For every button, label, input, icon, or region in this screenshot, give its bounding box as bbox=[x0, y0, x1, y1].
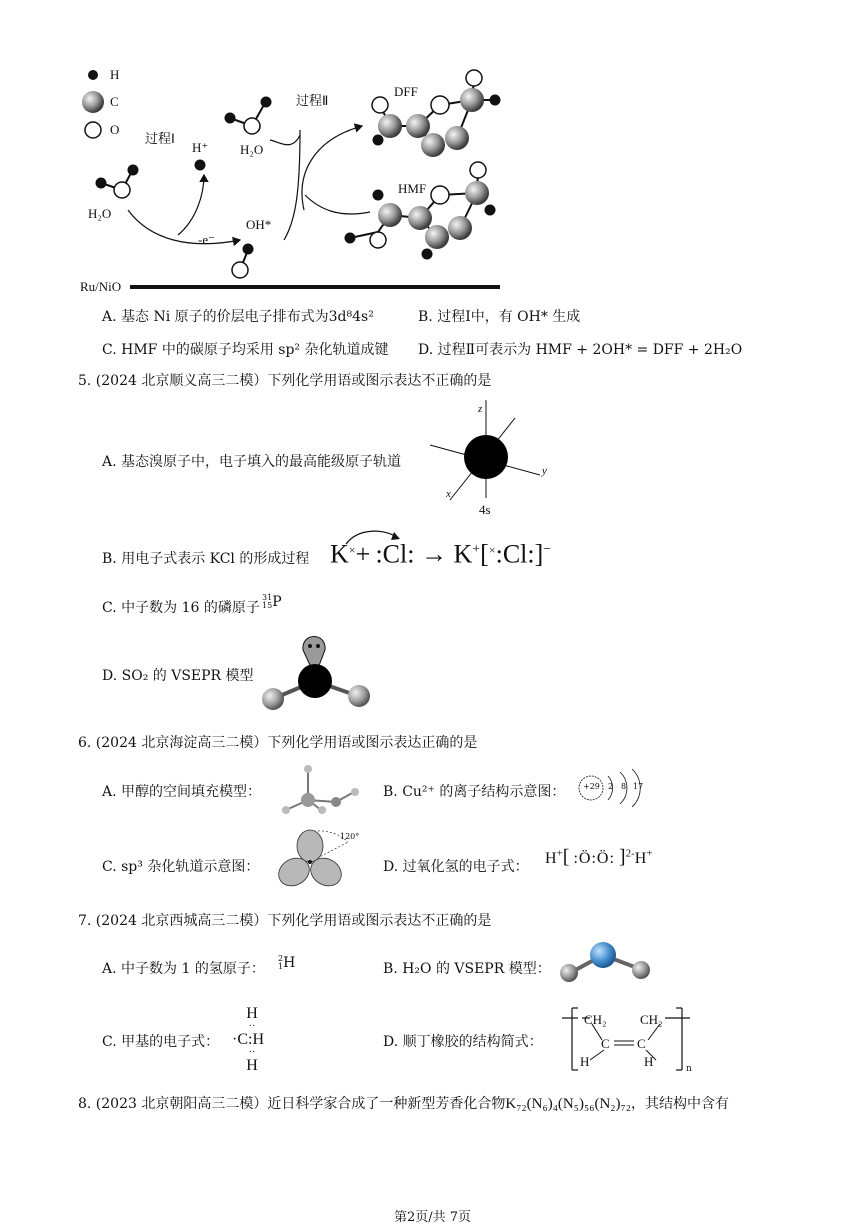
cu-shell-1: 2 bbox=[608, 782, 614, 791]
h2o2-electron-formula: H+[ :Ö:Ö: ]$^{2-}$H+ bbox=[545, 846, 653, 868]
orbital-z-label: z bbox=[478, 403, 483, 415]
q5-option-c: C. 中子数为 16 的磷原子 bbox=[102, 600, 260, 616]
so2-vsepr-model bbox=[255, 628, 375, 718]
process2-label: 过程Ⅱ bbox=[296, 93, 329, 108]
h-mass-number: 2 bbox=[278, 954, 284, 963]
legend-c-label: C bbox=[110, 94, 119, 109]
methanol-model bbox=[276, 762, 376, 817]
h-atomic-number: 1 bbox=[278, 962, 284, 971]
hmf-label: HMF bbox=[398, 181, 427, 196]
polymer-ch2-right: CH₂ bbox=[640, 1012, 663, 1027]
q6-option-b: B. Cu²⁺ 的离子结构示意图： bbox=[383, 784, 566, 800]
kcl-electron-formula: K×+ :Cl: → K+[×:Cl:]− bbox=[330, 539, 552, 569]
q6-option-c: C. sp³ 杂化轨道示意图： bbox=[102, 859, 260, 875]
q5-option-a: A. 基态溴原子中，电子填入的最高能级原子轨道 bbox=[102, 454, 402, 470]
polymer-n-subscript: n bbox=[686, 1064, 692, 1074]
orbital-x-label: x bbox=[446, 488, 451, 500]
ohstar-label: OH* bbox=[246, 217, 272, 232]
polymer-h-left: H bbox=[580, 1054, 590, 1069]
dff-molecule bbox=[372, 70, 501, 157]
q7-option-c: C. 甲基的电子式： bbox=[102, 1034, 220, 1050]
water-molecule-top bbox=[244, 118, 260, 134]
page-footer: 第2页/共 7页 bbox=[394, 1210, 472, 1225]
p-mass-number: 31 bbox=[262, 593, 273, 602]
q6-option-d: D. 过氧化氢的电子式： bbox=[383, 859, 529, 875]
q8-stem-tail: ，其结构中含有 bbox=[630, 1096, 729, 1112]
h2o-vsepr-model bbox=[555, 935, 665, 985]
legend-c-atom-icon bbox=[82, 91, 104, 113]
p-atomic-number: 15 bbox=[262, 601, 273, 610]
legend-h-label: H bbox=[110, 67, 120, 82]
polymer-ch2-left: CH₂ bbox=[584, 1012, 607, 1027]
cu-shell-3: 17 bbox=[633, 782, 644, 791]
deuterium-nuclide bbox=[278, 955, 295, 971]
hmf-molecule bbox=[345, 162, 496, 260]
cu-shell-2: 8 bbox=[621, 782, 627, 791]
electron-loss-label: -e⁻ bbox=[198, 232, 215, 247]
q7-option-d: D. 顺丁橡胶的结构简式： bbox=[383, 1034, 543, 1050]
process1-label: 过程Ⅰ bbox=[145, 131, 175, 146]
orbital-y-label: y bbox=[542, 465, 547, 477]
legend-o-atom-icon bbox=[85, 122, 101, 138]
q5-option-b: B. 用电子式表示 KCl 的形成过程 bbox=[102, 551, 310, 567]
polymer-h-right: H bbox=[644, 1054, 654, 1069]
q4-option-c: C. HMF 中的碳原子均采用 sp² 杂化轨道成键 bbox=[102, 342, 389, 358]
legend-o-label: O bbox=[110, 122, 120, 137]
s-orbital-sphere bbox=[464, 435, 508, 479]
q8-formula: K₇₂(N₆)₄(N₅)₅₆(N₂)₇₂ bbox=[505, 1096, 631, 1112]
proton-icon bbox=[195, 160, 206, 171]
q7-option-b: B. H₂O 的 VSEPR 模型： bbox=[383, 961, 551, 977]
legend-h-atom-icon bbox=[88, 70, 98, 80]
h2o-top-label: H₂O bbox=[240, 142, 264, 157]
phosphorus-nuclide bbox=[262, 594, 282, 610]
q5-stem: 5. (2024 北京顺义高三二模）下列化学用语或图示表达不正确的是 bbox=[78, 373, 492, 389]
polymer-c-left: C bbox=[601, 1036, 610, 1051]
orbital-4s-label: 4s bbox=[479, 502, 491, 517]
h2o-left-label: H₂O bbox=[88, 206, 112, 221]
q8-stem-line bbox=[78, 1093, 729, 1113]
s-orbital-diagram bbox=[420, 400, 570, 520]
electron-transfer-arrow bbox=[344, 528, 404, 548]
hplus-label: H⁺ bbox=[192, 140, 209, 155]
q4-option-d: D. 过程Ⅱ可表示为 HMF + 2OH* = DFF + 2H₂O bbox=[418, 342, 743, 358]
q7-option-a: A. 中子数为 1 的氢原子： bbox=[102, 961, 265, 977]
q6-stem: 6. (2024 北京海淀高三二模）下列化学用语或图示表达正确的是 bbox=[78, 735, 478, 751]
p-symbol: P bbox=[272, 594, 282, 610]
ohstar-molecule bbox=[232, 262, 248, 278]
q6-option-a: A. 甲醇的空间填充模型： bbox=[102, 784, 262, 800]
polymer-c-right: C bbox=[637, 1036, 646, 1051]
q4-option-a: A. 基态 Ni 原子的价层电子排布式为3d⁸4s² bbox=[102, 309, 374, 325]
q5-option-d: D. SO₂ 的 VSEPR 模型 bbox=[102, 668, 254, 684]
q4-option-b: B. 过程Ⅰ中，有 OH* 生成 bbox=[418, 309, 581, 325]
sp3-angle-label: 120° bbox=[340, 832, 360, 841]
dff-label: DFF bbox=[394, 84, 418, 99]
methyl-electron-formula: H ·· ·C:H ·· H bbox=[232, 1005, 264, 1074]
q7-stem: 7. (2024 北京西城高三二模）下列化学用语或图示表达不正确的是 bbox=[78, 913, 492, 929]
q8-stem: 8. (2023 北京朝阳高三二模）近日科学家合成了一种新型芳香化合物 bbox=[78, 1096, 506, 1112]
water-molecule-left bbox=[114, 182, 130, 198]
reaction-figure bbox=[0, 0, 868, 300]
cu-nucleus-charge: +29 bbox=[583, 782, 600, 791]
h-symbol: H bbox=[283, 955, 296, 971]
surface-label: Ru/NiO bbox=[80, 279, 122, 294]
